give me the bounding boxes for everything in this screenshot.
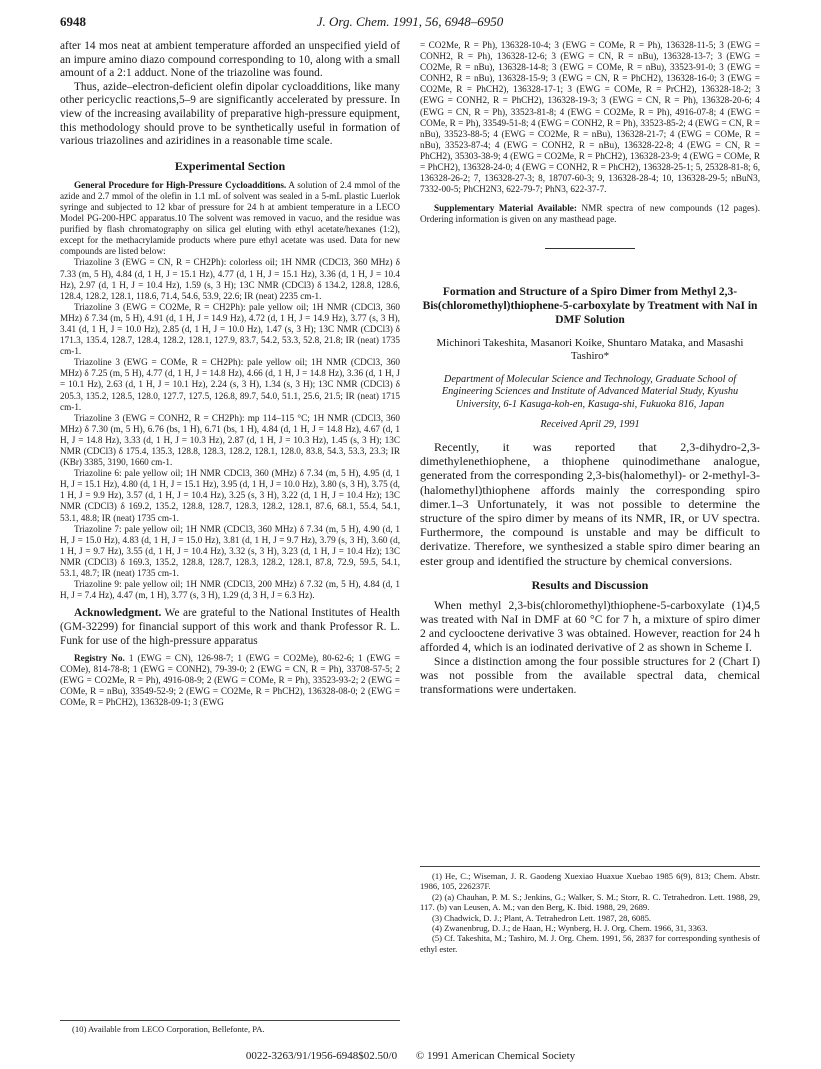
left-column: [60, 40, 400, 709]
supplementary-material: [420, 203, 760, 225]
page-number: 6948: [60, 14, 86, 29]
acknowledgment-body: We are grateful to the National Institutes of Health (GM-32299) for financial support of this work and thank Professor R. L. Funk for use of the high-pressure apparatus: [60, 607, 400, 647]
paragraph: Since a distinction among the four possible structures for 2 (Chart I) was not possible from the available spectral data, chemical transformations were undertaken.: [420, 654, 760, 696]
registry-numbers: [60, 653, 400, 708]
article-title: Formation and Structure of a Spiro Dimer from Methyl 2,3-Bis(chloromethyl)thiophene-5-carboxylate by Treatment with NaI in DMF Solution: [422, 285, 758, 326]
page-footer: [0, 1050, 821, 1062]
section-heading: Experimental Section: [174, 158, 286, 173]
acknowledgment: [60, 607, 400, 648]
right-column: [420, 40, 760, 697]
supplementary-title: Supplementary Material Available:: [434, 203, 577, 214]
footnote: (10) Available from LECO Corporation, Bellefonte, PA.: [72, 1024, 265, 1034]
footnote: (5) Cf. Takeshita, M.; Tashiro, M. J. Org. Chem. 1991, 56, 2837 for corresponding synthesis of ethyl ester.: [420, 933, 760, 954]
footnote: (3) Chadwick, D. J.; Plant, A. Tetrahedron Lett. 1987, 28, 6085.: [432, 912, 652, 923]
compound-data: Triazoline 7: pale yellow oil; 1H NMR (CDCl3, 360 MHz) δ 7.34 (m, 5 H), 4.90 (d, 1 H, J = 15.0 Hz), 4.83 (d, 1 H, J = 15.0 Hz), 3.81 (d, 1 H, J = 9.7 Hz), 3.79 (s, 3 H), 3.60 (d, 1 H, J = 9.7 Hz), 3.55 (d, 1 H, J = 10.4 Hz), 3.32 (s, 3 H), 3.23 (d, 1 H, J = 10.4 Hz); 13C NMR (CDCl3) δ 169.3, 135.2, 128.8, 128.7, 128.3, 128.2, 128.1, 87.8, 72.9, 59.5, 54.1, 53.1, 48.7; IR (neat) 1735 cm-1.: [60, 523, 400, 579]
procedure-paragraph: [60, 180, 400, 258]
compound-data: Triazoline 6: pale yellow oil; 1H NMR CDCl3, 360 (MHz) δ 7.34 (m, 5 H), 4.95 (d, 1 H, J = 15.1 Hz), 4.80 (d, 1 H, J = 15.1 Hz), 3.95 (d, 1 H, J = 10.0 Hz), 3.80 (s, 3 H), 3.75 (d, 1 H, J = 9.9 Hz), 3.57 (d, 1 H, J = 10.4 Hz), 3.25 (s, 3 H), 3.22 (d, 1 H, J = 10.4 Hz); 13C NMR (CDCl3) δ 169.2, 135.2, 128.8, 128.7, 128.3, 128.2, 128.1, 87.6, 68.1, 55.4, 54.1, 53.1, 48.8; IR (neat) 1735 cm-1.: [60, 468, 400, 523]
copyright: © 1991 American Chemical Society: [415, 1050, 576, 1062]
intro-paragraph: Recently, it was reported that 2,3-dihydro-2,3-dimethylenethiophene, a thiophene quinodimethane analogue, generated from the corresponding 2,3-bis(halomethyl)- or 2-methyl-3-(halomethyl)thiophene affords mainly the corresponding spiro dimer.1–3 Unfortunately, it was not possible to determine the structure of the spiro dimer by means of its NMR, IR, or UV spectra. Furthermore, the compound is unstable and may be difficult to derivatize. Therefore, we synthesized a stable spiro dimer bearing an ester group and identified the structure by chemical conversions.: [420, 440, 760, 568]
compound-data: Triazoline 3 (EWG = CN, R = CH2Ph): colorless oil; 1H NMR (CDCl3, 360 MHz) δ 7.33 (m, 5 H), 4.84 (d, 1 H, J = 15.1 Hz), 4.77 (d, 1 H, J = 15.1 Hz), 3.36 (d, 1 H, J = 10.4 Hz), 2.97 (d, 1 H, J = 10.4 Hz), 1.59 (s, 3 H); 13C NMR (CDCl3) δ 134.2, 128.8, 128.6, 128.4, 128.2, 128.1, 118.6, 71.4, 54.6, 53.9, 22.6; IR (neat) 2235 cm-1.: [60, 257, 400, 301]
journal-citation: J. Org. Chem. 1991, 56, 6948–6950: [316, 14, 504, 29]
procedure-title: General Procedure for High-Pressure Cycloadditions.: [74, 179, 287, 190]
procedure-body: A solution of 2.4 mmol of the azide and 2.7 mmol of the olefin in 1.1 mL of solvent was sealed in a 5-mL plastic Luerlok syringe and subjected to 12 kbar of pressure for 24 h at ambient temperature in a LECO Model PG-200-HPC apparatus.10 The solvent was removed in vacuo, and the residue was purified by flash chromatography on silica gel eluting with ethyl acetate/hexanes (1:2), except for the methacrylamide products where pure ethyl acetate was used. Data for new compounds are listed below:: [60, 179, 401, 257]
article-code: 0022-3263/91/1956-6948$02.50/0: [245, 1050, 398, 1062]
acknowledgment-title: Acknowledgment.: [74, 607, 162, 620]
paragraph: When methyl 2,3-bis(chloromethyl)thiophene-5-carboxylate (1)4,5 was treated with NaI in DMF at 60 °C for 7 h, a mixture of spiro dimer 2 and cyclooctene derivative 3 was obtained. However, reaction for 24 h afforded 4, which is an iodinated derivative of 2 as shown in Scheme I.: [420, 598, 760, 654]
compound-data: Triazoline 3 (EWG = CONH2, R = CH2Ph): mp 114–115 °C; 1H NMR (CDCl3, 360 MHz) δ 7.30 (m, 5 H), 6.76 (bs, 1 H), 6.71 (bs, 1 H), 4.84 (d, 1 H, J = 14.8 Hz), 4.67 (d, 1 H, J = 14.8 Hz), 3.33 (d, 1 H, J = 10.3 Hz), 2.87 (d, 1 H, J = 10.3 Hz), 1.45 (s, 3 H); 13C NMR (CDCl3) δ 175.4, 135.3, 128.8, 128.3, 128.2, 128.1, 128.0, 83.8, 54.3, 53.3, 23.3; IR (KBr) 3385, 3190, 1660 cm-1.: [60, 412, 400, 468]
footnote-rule: [420, 866, 760, 867]
right-footnotes: [420, 866, 760, 954]
registry-title: Registry No.: [74, 653, 125, 664]
footnote: (1) He, C.; Wiseman, J. R. Gaodeng Xuexiao Huaxue Xuebao 1985 6(9), 813; Chem. Abstr. 1986, 105, 226237F.: [420, 871, 760, 892]
article-affiliation: Department of Molecular Science and Technology, Graduate School of Engineering Sciences and Institute of Advanced Material Study, Kyushu University, 6-1 Kasuga-koh-en, Kasuga-shi, Fukuoka 816, Japan: [441, 373, 739, 410]
divider: [545, 248, 635, 249]
compound-data: Triazoline 9: pale yellow oil; 1H NMR (CDCl3, 200 MHz) δ 7.32 (m, 5 H), 4.84 (d, 1 H, J = 7.4 Hz), 4.47 (m, 1 H), 3.77 (s, 3 H), 1.29 (d, 3 H, J = 6.3 Hz).: [60, 579, 400, 601]
left-footnotes: [60, 1020, 400, 1034]
supplementary-body: NMR spectra of new compounds (12 pages). Ordering information is given on any masthead page.: [420, 203, 760, 225]
footnote: (4) Zwanenbrug, D. J.; de Haan, H.; Wynberg, H. J. Org. Chem. 1966, 31, 3363.: [432, 923, 708, 934]
registry-body: 1 (EWG = CN), 126-98-7; 1 (EWG = CO2Me), 80-62-6; 1 (EWG = COMe), 814-78-8; 1 (EWG = CONH2), 79-39-0; 2 (EWG = CN, R = Ph), 33708-57-5; 2 (EWG = CO2Me, R = Ph), 4916-08-9; 2 (EWG = COMe, R = Ph), 33523-93-2; 2 (EWG = COMe, R = nBu), 33549-52-9; 2 (EWG = CO2Me, R = PhCH2), 136328-08-0; 2 (EWG = COMe, R = PhCH2), 136328-09-1; 3 (EWG: [60, 653, 400, 708]
section-heading: Results and Discussion: [531, 577, 649, 592]
paragraph: Thus, azide–electron-deficient olefin dipolar cycloadditions, like many other pericyclic reactions,5–9 are significantly accelerated by pressure. In view of the increasing availability of preparative high-pressure equipment, this methodology should prove to be synthetically useful in formation of various triazolines and aziridines in a reasonable time scale.: [60, 80, 400, 148]
footnote: (2) (a) Chauhan, P. M. S.; Jenkins, G.; Walker, S. M.; Storr, R. C. Tetrahedron. Lett. 1988, 29, 117. (b) van Leusen, A. M.; van den Berg, K. Ibid. 1988, 29, 2689.: [420, 891, 760, 913]
compound-data: Triazoline 3 (EWG = CO2Me, R = CH2Ph): pale yellow oil; 1H NMR (CDCl3, 360 MHz) δ 7.34 (m, 5 H), 4.91 (d, 1 H, J = 14.9 Hz), 4.72 (d, 1 H, J = 14.9 Hz), 3.77 (s, 3 H), 3.41 (d, 1 H, J = 10.0 Hz), 2.85 (d, 1 H, J = 10.0 Hz), 1.47 (s, 3 H); 13C NMR (CDCl3) δ 171.3, 135.4, 128.7, 128.4, 128.2, 128.1, 127.9, 83.7, 54.2, 53.3, 52.8, 21.8; IR (neat) 1735 cm-1.: [60, 301, 400, 357]
paragraph: after 14 mos neat at ambient temperature afforded an unspecified yield of an impure amino diazo compound corresponding to 10, along with a small amount of a 2:1 adduct. None of the triazoline was found.: [60, 40, 400, 80]
registry-numbers-continued: = CO2Me, R = Ph), 136328-10-4; 3 (EWG = COMe, R = Ph), 136328-11-5; 3 (EWG = CONH2, R = Ph), 136328-12-6; 3 (EWG = CN, R = nBu), 136328-13-7; 3 (EWG = CO2Me, R = nBu), 136328-14-8; 3 (EWG = COMe, R = nBu), 33523-91-0; 3 (EWG = CONH2, R = nBu), 136328-15-9; 3 (EWG = CN, R = PhCH2), 136328-16-0; 3 (EWG = CO2Me, R = PhCH2), 136328-17-1; 3 (EWG = COMe, R = PrCH2), 136328-18-2; 3 (EWG = CONH2, R = PhCH2), 136328-19-3; 3 (EWG = CN, R = Ph), 136328-20-6; 4 (EWG = CN, R = Ph), 33523-81-8; 4 (EWG = CO2Me, R = Ph), 4916-07-8; 4 (EWG = COMe, R = Ph), 33549-51-8; 4 (EWG = CONH2, R = Ph), 33523-85-2; 4 (EWG = CN, R = nBu), 33523-88-5; 4 (EWG = CO2Me, R = nBu), 136328-21-7; 4 (EWG = COMe, R = nBu), 33523-87-4; 4 (EWG = CONH2, R = nBu), 136328-22-8; 4 (EWG = CN, R = PhCH2), 35303-38-9; 4 (EWG = CO2Me, R = PhCH2), 136328-23-9; 4 (EWG = COMe, R = PhCH2), 136328-24-0; 4 (EWG = CONH2, R = PhCH2), 136328-25-1; 5, 25328-81-8; 6, 136328-26-2; 7, 136328-27-3; 8, 18707-60-3; 9, 136328-28-4; 10, 136328-29-5; nBuN3, 7332-00-5; PhCH2N3, 622-79-7; PhN3, 622-37-7.: [420, 40, 760, 195]
running-header: [60, 14, 760, 32]
compound-data: Triazoline 3 (EWG = COMe, R = CH2Ph): pale yellow oil; 1H NMR (CDCl3, 360 MHz) δ 7.25 (m, 5 H), 4.77 (d, 1 H, J = 14.8 Hz), 4.66 (d, 1 H, J = 14.8 Hz), 3.36 (d, 1 H, J = 10.1 Hz), 2.63 (d, 1 H, J = 10.1 Hz), 2.24 (s, 3 H), 1.34 (s, 3 H); 13C NMR (CDCl3) δ 205.3, 135.2, 128.5, 128.0, 127.7, 127.5, 126.8, 89.7, 54.0, 51.1, 25.6, 21.5; IR (neat) 1715 cm-1.: [60, 357, 400, 412]
received-date: Received April 29, 1991: [540, 419, 640, 430]
article-authors: Michinori Takeshita, Masanori Koike, Shuntaro Mataka, and Masashi Tashiro*: [436, 336, 744, 362]
